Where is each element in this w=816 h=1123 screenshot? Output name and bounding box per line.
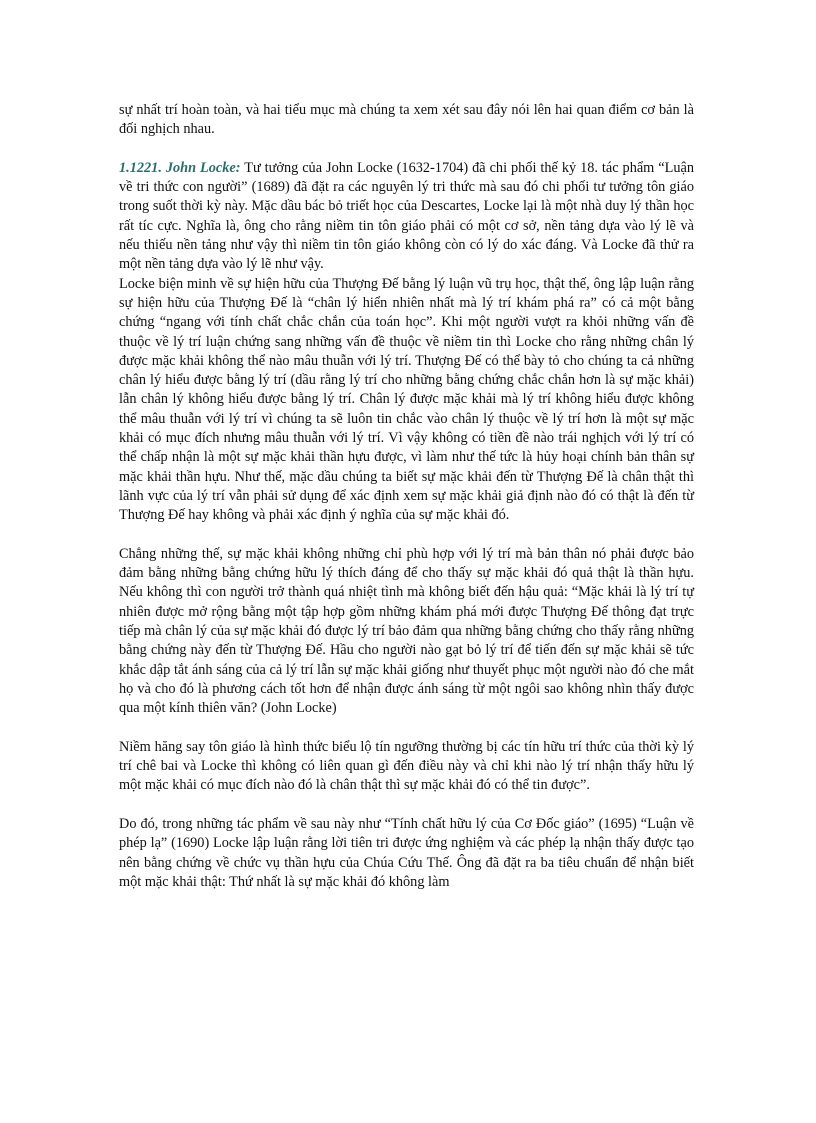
paragraph-later-works: Do đó, trong những tác phẩm về sau này như “Tính chất hữu lý của Cơ Đốc giáo” (1695) “Luận về phép lạ” (1690) Locke lập luận rằng lời tiên tri được ứng nghiệm và các phép lạ nhận thấy được tạo nên bằng chứng về chức vụ thần hựu của Chúa Cứu Thế. Ông đã đặt ra ba tiêu chuẩn để nhận biết một mặc khải thật: Thứ nhất là sự mặc khải đó không làm	[119, 815, 694, 890]
section-heading: 1.1221. John Locke:	[119, 159, 241, 176]
document-page	[119, 101, 694, 892]
paragraph-revelation: Chẳng những thế, sự mặc khải không những chỉ phù hợp với lý trí mà bản thân nó phải được bảo đảm bằng những bằng chứng hữu lý thích đáng để cho thấy sự mặc khải đó quả thật là thần hựu. Nếu không thì con người trở thành quá nhiệt tình mà không biết đến hậu quả: “Mặc khải là lý trí tự nhiên được mở rộng bằng một tập hợp gồm những khám phá mới được Thượng Đế thông đạt trực tiếp mà chân lý của sự mặc khải đó được lý trí bảo đảm qua những bằng chứng cho thấy rằng những bằng chứng này đến từ Thượng Đế. Hầu cho người nào gạt bỏ lý trí để tiến đến sự mặc khải sẽ tức khắc dập tắt ánh sáng của cả lý trí lẫn sự mặc khải giống như thuyết phục một người nào đó che mắt họ và cho đó là phương cách tốt hơn để nhận được ánh sáng từ một ngôi sao không nhìn thấy được qua một kính thiên văn? (John Locke)	[119, 545, 694, 717]
paragraph-intro: sự nhất trí hoàn toàn, và hai tiểu mục mà chúng ta xem xét sau đây nói lên hai quan điểm cơ bản là đối nghịch nhau.	[119, 102, 694, 138]
paragraph-religious-zeal: Niềm hăng say tôn giáo là hình thức biểu lộ tín ngưỡng thường bị các tín hữu trí thức của thời kỳ lý trí chê bai và Locke thì không có liên quan gì đến điều này và chỉ khi nào lý trí nhận thấy hữu lý một mặc khải có mục đích nào đó là chân thật thì sự mặc khải đó có thể tin được”.	[119, 738, 694, 794]
paragraph-john-locke	[119, 159, 694, 275]
paragraph-text: Tư tưởng của John Locke (1632-1704) đã chi phối thế kỷ 18. tác phẩm “Luận về tri thức con người” (1689) đã đặt ra các nguyên lý tri thức mà sau đó chi phối tư tưởng tôn giáo trong suốt thời kỳ này. Mặc dầu bác bỏ triết học của Descartes, Locke lại là một nhà duy lý thần học rất tíc cực. Nghĩa là, ông cho rằng niềm tin tôn giáo phải có một cơ sở, nền tảng dựa vào lý lẽ và nếu thiếu nền tảng như vậy thì niềm tin tôn giáo không còn có lý do xác đáng. Và Locke đã thử ra một nền tảng dựa vào lý lẽ như vậy.	[119, 159, 694, 273]
paragraph-existence-of-god: Locke biện minh về sự hiện hữu của Thượng Đế bằng lý luận vũ trụ học, thật thế, ông lập luận rằng sự hiện hữu của Thượng Đế là “chân lý hiển nhiên nhất mà lý trí khám phá ra” có cả một bằng chứng “ngang với tính chất chắc chắn của toán học”. Khi một người vượt ra khỏi những vấn đề thuộc về lý trí luận chứng sang những vấn đề thuộc về niềm tin thì Locke cho rằng những chân lý được mặc khải không thể nào mâu thuẫn với lý trí. Thượng Đế có thể bày tỏ cho chúng ta cả những chân lý hiểu được bằng lý trí (dầu rằng lý trí cho những bằng chứng chắc chắn hơn là sự mặc khải) lẫn chân lý không hiểu được bằng lý trí. Chân lý được mặc khải mà lý trí không hiểu được không thể mâu thuẫn với lý trí vì chúng ta sẽ luôn tin chắc vào chân lý thuộc về lý trí hơn là một sự mặc khải có mục đích nhưng mâu thuẫn với lý trí. Vì vậy không có tiền đề nào trái nghịch với lý trí có thể chấp nhận là một sự mặc khải thần hựu được, vì làm như thế tức là hủy hoại chính bản thân sự mặc khải thần hựu. Như thế, mặc dầu chúng ta biết sự mặc khải đến từ Thượng Đế là chân thật thì lãnh vực của lý trí vẫn phải sử dụng để xác định xem sự mặc khải giả định nào đó có thật là đến từ Thượng Đế hay không và phải xác định ý nghĩa của sự mặc khải đó.	[119, 275, 694, 524]
